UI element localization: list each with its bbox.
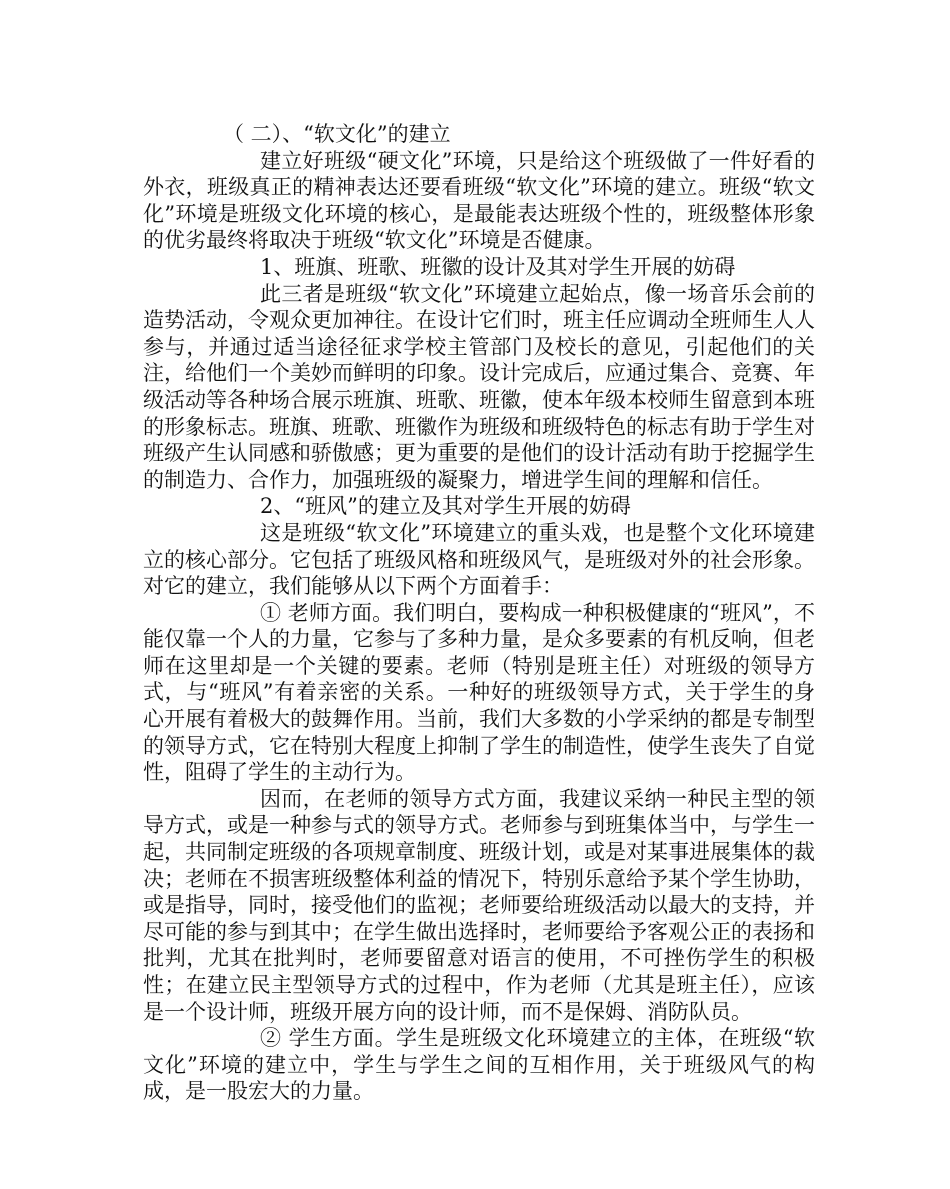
section-heading: （ 二）、“软文化”的建立 xyxy=(223,122,451,146)
paragraph-democratic-leadership: 因而，在老师的领导方式方面，我建议采纳一种民主型的领导方式，或是一种参与式的领导方式。老师参与到班集体当中，与学生一起，共同制定班级的各项规章制度、班级计划，或是对某事进展集体的裁决；老师在不损害班级整体利益的情况下，特别乐意给予某个学生协助，或是指导，同时，接受他们的监视；老师要给班级活动以最大的支持，并尽可能的参与到其中；在学生做出选择时，老师要给予客观公正的表扬和批判，尤其在批判时，老师要留意对语言的使用，不可挫伤学生的积极性；在建立民主型领导方式的过程中，作为老师（尤其是班主任），应该是一个设计师，班级开展方向的设计师，而不是保姆、消防队员。 xyxy=(143,786,815,1024)
paragraph-student-aspect: ② 学生方面。学生是班级文化环境建立的主体，在班级“软文化”环境的建立中，学生与学生之间的互相作用，关于班级风气的构成，是一股宏大的力量。 xyxy=(143,1026,815,1104)
document-body xyxy=(143,121,815,1105)
paragraph-teacher-aspect: ① 老师方面。我们明白，要构成一种积极健康的“班风”，不能仅靠一个人的力量，它参与了多种力量，是众多要素的有机反响，但老师在这里却是一个关键的要素。老师（特别是班主任）对班级的领导方式，与“班风”有着亲密的关系。一种好的班级领导方式，关于学生的身心开展有着极大的鼓舞作用。当前，我们大多数的小学采纳的都是专制型的领导方式，它在特别大程度上抑制了学生的制造性，使学生丧失了自觉性，阻碍了学生的主动行为。 xyxy=(143,600,815,785)
subheading-class-atmosphere: 2、“班风”的建立及其对学生开展的妨碍 xyxy=(260,494,631,519)
subheading-class-flag-song-badge: 1、班旗、班歌、班徽的设计及其对学生开展的妨碍 xyxy=(260,254,736,279)
paragraph-class-atmosphere: 这是班级“软文化”环境建立的重头戏，也是整个文化环境建立的核心部分。它包括了班级风格和班级风气，是班级对外的社会形象。对它的建立，我们能够从以下两个方面着手： xyxy=(143,520,815,599)
intro-paragraph: 建立好班级“硬文化”环境，只是给这个班级做了一件好看的外衣，班级真正的精神表达还要看班级“软文化”环境的建立。班级“软文化”环境是班级文化环境的核心，是最能表达班级个性的，班级整体形象的优劣最终将取决于班级“软文化”环境是否健康。 xyxy=(143,148,815,253)
paragraph-class-symbols: 此三者是班级“软文化”环境建立起始点，像一场音乐会前的造势活动，令观众更加神往。在设计它们时，班主任应调动全班师生人人参与，并通过适当途径征求学校主管部门及校长的意见，引起他们的关注，给他们一个美妙而鲜明的印象。设计完成后，应通过集合、竞赛、年级活动等各种场合展示班旗、班歌、班徽，使本年级本校师生留意到本班的形象标志。班旗、班歌、班徽作为班级和班级特色的标志有助于学生对班级产生认同感和骄傲感；更为重要的是他们的设计活动有助于挖掘学生的制造力、合作力，加强班级的凝聚力，增进学生间的理解和信任。 xyxy=(143,281,815,492)
